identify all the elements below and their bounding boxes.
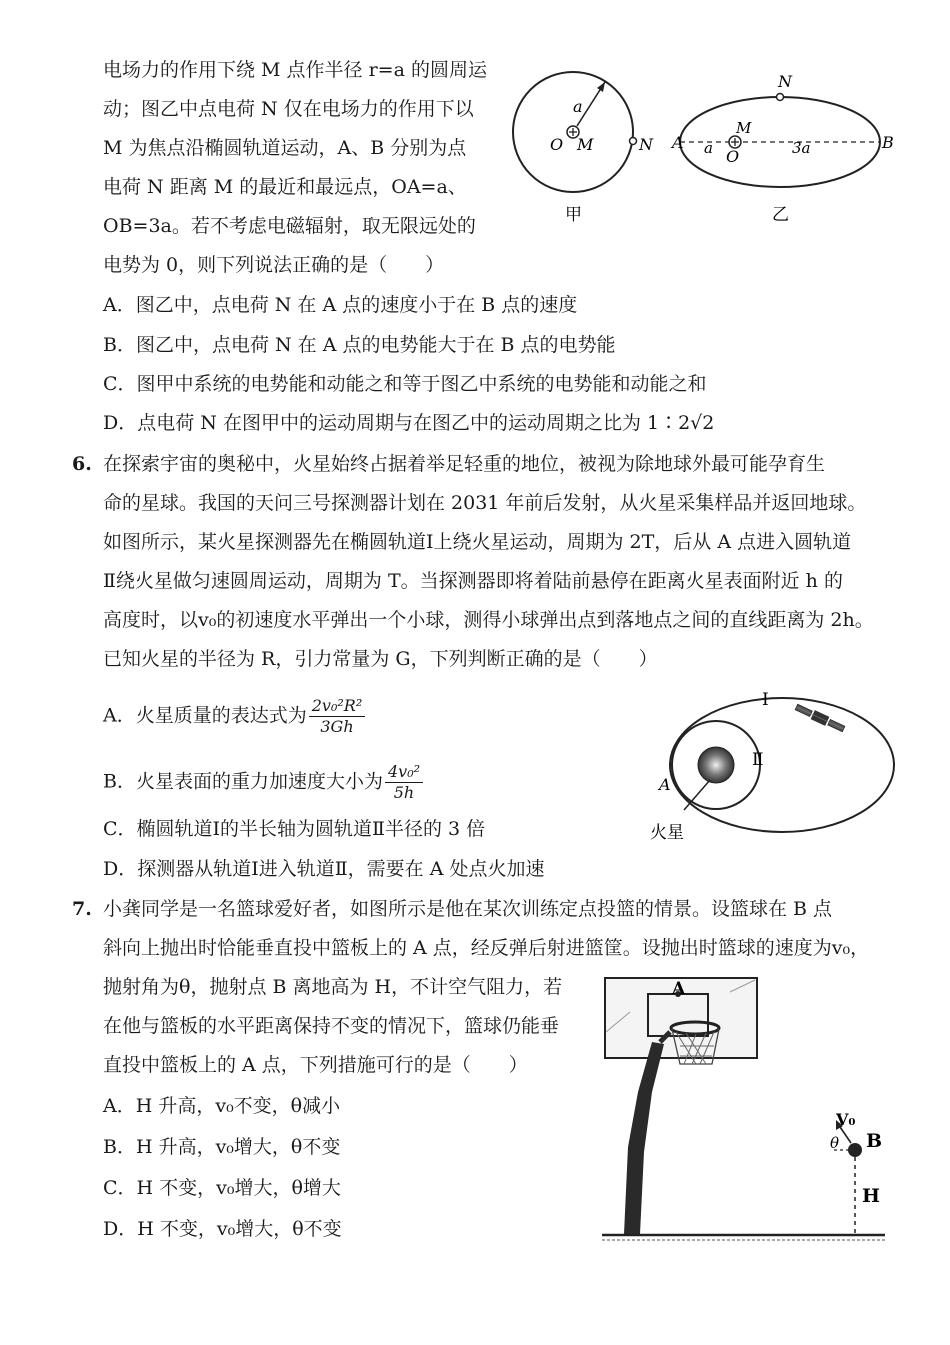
point-a-label: A — [659, 775, 671, 794]
q6-line-6: 已知火星的半径为 R，引力常量为 G，下列判断正确的是（ ） — [103, 648, 658, 670]
q7-line-3: 抛射角为θ，抛射点 B 离地高为 H，不计空气阻力，若 — [103, 976, 563, 998]
q7-option-a[interactable]: A．H 升高，v₀不变，θ减小 — [103, 1095, 341, 1117]
mars-planet — [698, 747, 734, 783]
fig-yi-caption: 乙 — [772, 205, 789, 225]
fig-jia-M-label: M — [577, 135, 594, 154]
q6-option-b-fraction — [385, 762, 423, 803]
q5-line-3: M 为焦点沿椭圆轨道运动，A、B 分别为点 — [103, 137, 467, 159]
fig-jia-radius-label: a — [573, 97, 583, 116]
orbit-2-label: Ⅱ — [752, 750, 764, 770]
q5-option-b[interactable]: B．图乙中，点电荷 N 在 A 点的电势能大于在 B 点的电势能 — [103, 334, 616, 356]
q7-line-2: 斜向上抛出时恰能垂直投中篮板上的 A 点，经反弹后射进篮筐。设抛出时篮球的速度为v₀， — [103, 937, 870, 959]
point-a-label: A — [672, 979, 686, 999]
q5-line-5: OB=3a。若不考虑电磁辐射，取无限远处的 — [103, 215, 476, 237]
q6-line-4: Ⅱ绕火星做匀速圆周运动，周期为 T。当探测器即将着陆前悬停在距离火星表面附近 h 的 — [103, 570, 843, 592]
height-label: H — [862, 1185, 880, 1207]
figure-mars-orbit — [640, 685, 900, 845]
q6-line-2: 命的星球。我国的天问三号探测器计划在 2031 年前后发射，从火星采集样品并返回地球。 — [103, 492, 867, 514]
q7-option-c[interactable]: C．H 不变，v₀增大，θ增大 — [103, 1177, 341, 1199]
orbit-1-label: Ⅰ — [762, 690, 769, 710]
q6-option-a-text: A．火星质量的表达式为 — [103, 704, 307, 727]
figure-basketball — [600, 972, 890, 1244]
fig-jia-O-label: O — [550, 135, 564, 154]
theta-label: θ — [830, 1134, 840, 1152]
q6-line-3: 如图所示，某火星探测器先在椭圆轨道Ⅰ上绕火星运动，周期为 2T，后从 A 点进入圆轨道 — [103, 531, 852, 553]
q5-line-2: 动；图乙中点电荷 N 仅在电场力的作用下以 — [103, 98, 474, 120]
q5-line-6: 电势为 0，则下列说法正确的是（ ） — [103, 254, 445, 276]
mars-label: 火星 — [650, 823, 684, 843]
fig-yi-a-label: a — [704, 139, 713, 157]
figure-jia — [505, 60, 665, 230]
pole — [624, 1042, 664, 1234]
q6-option-b[interactable] — [103, 762, 423, 803]
q7-line-4: 在他与篮板的水平距离保持不变的情况下，篮球仍能垂 — [103, 1015, 560, 1037]
q6-line-5: 高度时，以v₀的初速度水平弹出一个小球，测得小球弹出点到落地点之间的直线距离为 2h。 — [103, 609, 874, 631]
q7-option-d[interactable]: D．H 不变，v₀增大，θ不变 — [103, 1218, 342, 1240]
q6-option-b-numerator: 4v₀² — [385, 762, 423, 783]
q5-option-a[interactable]: A．图乙中，点电荷 N 在 A 点的速度小于在 B 点的速度 — [103, 294, 578, 316]
fig-yi-O-label: O — [726, 147, 740, 166]
q7-option-b[interactable]: B．H 升高，v₀增大，θ不变 — [103, 1136, 341, 1158]
q5-line-4: 电荷 N 距离 M 的最近和最远点，OA=a、 — [103, 176, 467, 198]
fig-yi-N-label: N — [778, 72, 792, 91]
q6-option-b-text: B．火星表面的重力加速度大小为 — [103, 770, 383, 793]
fig-yi-3a-label: 3a — [792, 139, 811, 157]
q6-line-1: 在探索宇宙的奥秘中，火星始终占据着举足轻重的地位，被视为除地球外最可能孕育生 — [103, 453, 826, 475]
fig-jia-caption: 甲 — [565, 205, 582, 225]
q6-option-a-numerator: 2v₀²R² — [309, 696, 366, 717]
fig-jia-N-label: N — [639, 135, 653, 154]
fig-yi-B-label: B — [882, 133, 894, 152]
figure-yi — [670, 65, 900, 230]
q5-line-1: 电场力的作用下绕 M 点作半径 r=a 的圆周运 — [103, 59, 487, 81]
q6-option-c[interactable]: C．椭圆轨道Ⅰ的半长轴为圆轨道Ⅱ半径的 3 倍 — [103, 818, 486, 840]
q6-option-a-fraction — [309, 696, 366, 737]
q6-number: 6. — [72, 453, 92, 475]
q6-option-d[interactable]: D．探测器从轨道Ⅰ进入轨道Ⅱ，需要在 A 处点火加速 — [103, 858, 545, 880]
q6-option-a[interactable] — [103, 696, 365, 737]
point-b-label: B — [866, 1130, 883, 1152]
q7-line-1: 小龚同学是一名篮球爱好者，如图所示是他在某次训练定点投篮的情景。设篮球在 B 点 — [103, 898, 833, 920]
q5-option-c[interactable]: C．图甲中系统的电势能和动能之和等于图乙中系统的电势能和动能之和 — [103, 373, 707, 395]
q7-number: 7. — [72, 898, 92, 920]
q6-option-a-denominator: 3Gh — [320, 717, 354, 736]
q7-line-5: 直投中篮板上的 A 点，下列措施可行的是（ ） — [103, 1054, 528, 1076]
q6-option-b-denominator: 5h — [393, 783, 415, 802]
q5-option-d[interactable]: D．点电荷 N 在图甲中的运动周期与在图乙中的运动周期之比为 1∶2√2 — [103, 412, 715, 434]
fig-yi-M-label: M — [736, 119, 752, 137]
fig-yi-A-label: A — [672, 133, 684, 152]
v0-label: V₀ — [836, 1110, 856, 1129]
